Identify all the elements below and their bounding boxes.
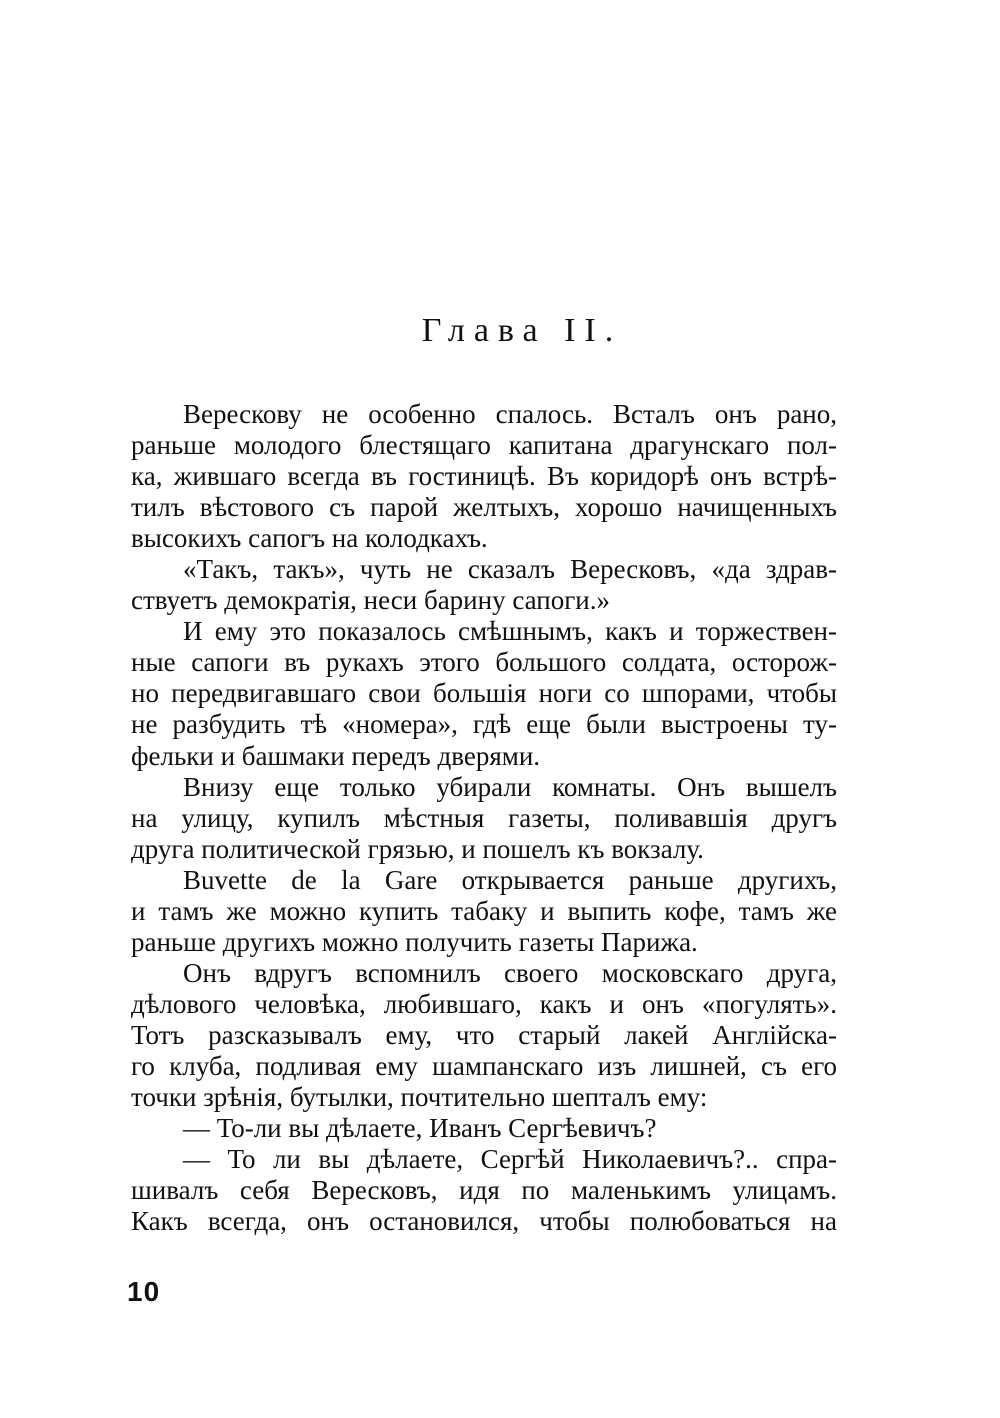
text-line: не разбудить тѣ «номера», гдѣ еще были выстроены ту- xyxy=(131,709,837,740)
text-line: И ему это показалось смѣшнымъ, какъ и торжествен- xyxy=(183,616,837,647)
text-line: точки зрѣнія, бутылки, почтительно шепталъ ему: xyxy=(131,1082,708,1113)
text-line: раньше другихъ можно получить газеты Парижа. xyxy=(131,926,698,957)
text-line: Тотъ разсказывалъ ему, что старый лакей Англійска- xyxy=(131,1019,837,1050)
body-text xyxy=(131,399,837,1237)
text-line: Какъ всегда, онъ остановился, чтобы полюбоваться на xyxy=(131,1206,837,1237)
text-line: Верескову не особенно спалось. Всталъ онъ рано, xyxy=(183,399,837,429)
chapter-title: Глава II. xyxy=(421,312,623,349)
text-line: Buvette de la Gare открывается раньше другихъ, xyxy=(183,864,837,895)
text-line: шивалъ себя Вересковъ, идя по маленькимъ улицамъ. xyxy=(131,1175,837,1206)
text-line: го клуба, подливая ему шампанскаго изъ лишней, съ его xyxy=(131,1050,837,1081)
text-line: раньше молодого блестящаго капитана драгунскаго пол- xyxy=(131,430,837,461)
text-line: — То-ли вы дѣлаете, Иванъ Сергѣевичъ? xyxy=(183,1113,657,1144)
text-line: — То ли вы дѣлаете, Сергѣй Николаевичъ?.. спра- xyxy=(183,1144,837,1175)
text-line: Внизу еще только убирали комнаты. Онъ вышелъ xyxy=(183,771,837,802)
text-line: тилъ вѣстового съ парой желтыхъ, хорошо начищенныхъ xyxy=(131,492,837,523)
text-line: друга политической грязью, и пошелъ къ вокзалу. xyxy=(131,833,704,864)
text-line: дѣлового человѣка, любившаго, какъ и онъ «погулять». xyxy=(131,988,837,1019)
text-line: Онъ вдругъ вспомнилъ своего московскаго друга, xyxy=(183,957,837,988)
text-line: фельки и башмаки передъ дверями. xyxy=(131,740,541,771)
page-number: 10 xyxy=(127,1276,161,1307)
text-line: ствуетъ демократія, неси барину сапоги.» xyxy=(131,585,610,616)
text-line: ка, жившаго всегда въ гостиницѣ. Въ коридорѣ онъ встрѣ- xyxy=(131,461,837,492)
text-line: и тамъ же можно купить табаку и выпить кофе, тамъ же xyxy=(131,895,837,926)
text-line: ные сапоги въ рукахъ этого большого солдата, осторож- xyxy=(131,647,837,678)
text-line: высокихъ сапогъ на колодкахъ. xyxy=(131,523,488,554)
text-line: на улицу, купилъ мѣстныя газеты, поливавшія другъ xyxy=(131,802,837,833)
text-line: но передвигавшаго свои большія ноги со шпорами, чтобы xyxy=(131,678,837,709)
text-line: «Такъ, такъ», чуть не сказалъ Вересковъ, «да здрав- xyxy=(183,554,837,585)
